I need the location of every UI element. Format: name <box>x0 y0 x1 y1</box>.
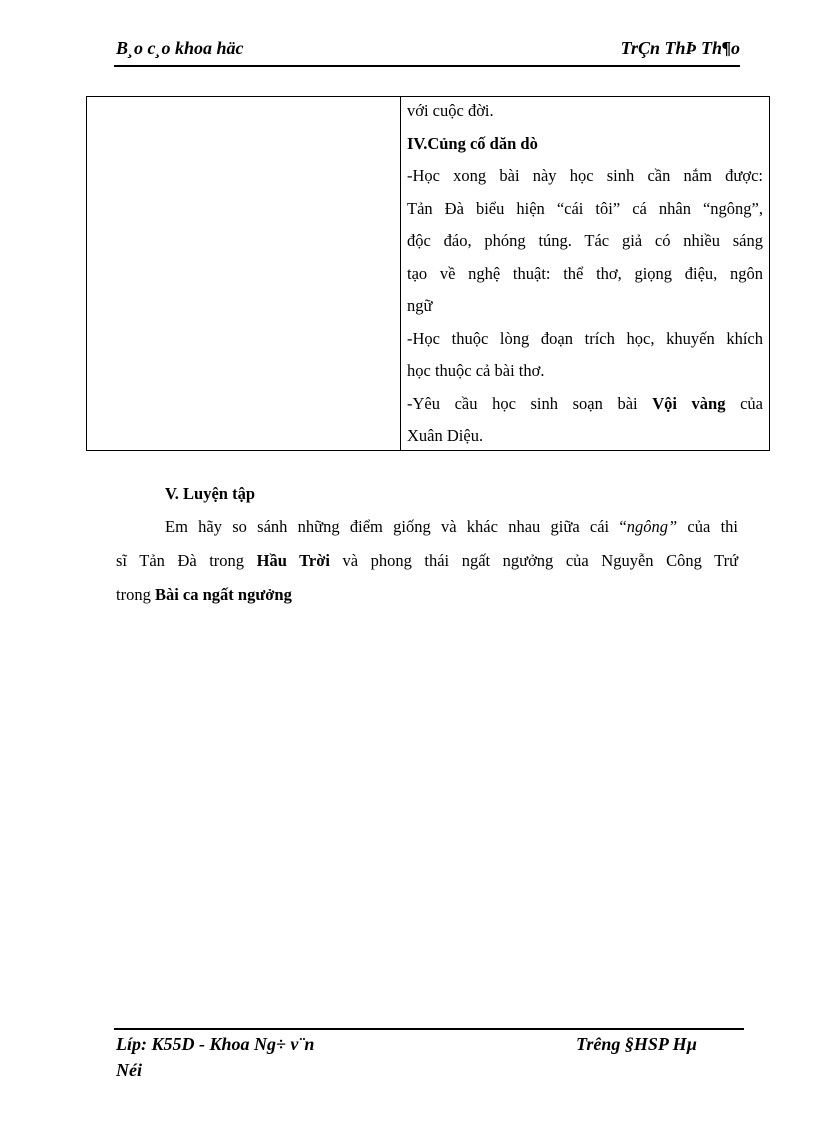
header-report-title: B¸o c¸o khoa häc <box>116 38 244 58</box>
footer-class-label-cont: Néi <box>116 1060 142 1080</box>
header-author-name: TrÇn ThÞ Th¶o <box>620 38 740 58</box>
header-rule <box>114 65 740 67</box>
cell-line: với cuộc đời. <box>407 101 494 120</box>
cell-bold-title: Vội vàng <box>652 393 726 413</box>
paragraph-text: trong <box>116 585 155 604</box>
paragraph-text: Em hãy so sánh những điểm giống và khác nhau giữa cái “ <box>165 517 627 536</box>
cell-section-title: IV.Củng cố dăn dò <box>407 133 538 153</box>
cell-line <box>407 388 763 421</box>
paragraph-bold: Hầu Trời <box>256 551 330 570</box>
paragraph-bold: Bài ca ngất ngưởng <box>154 585 292 604</box>
cell-line: Xuân Diệu. <box>407 426 484 445</box>
paragraph-text: của thi <box>677 517 738 536</box>
cell-line: độc đáo, phóng túng. Tác giả có nhiều sáng <box>407 231 763 250</box>
footer-university-label: Trêng §HSP Hµ <box>576 1034 698 1054</box>
section-v-title: V. Luyện tập <box>165 484 256 503</box>
cell-line: học thuộc cả bài thơ. <box>407 361 545 380</box>
cell-line: -Học thuộc lòng đoạn trích học, khuyến khích <box>407 328 763 348</box>
paragraph-italic: ngông” <box>626 517 678 536</box>
paragraph-text: và phong thái ngất ngưởng của Nguyễn Công Trứ <box>329 551 739 570</box>
cell-line: tạo về nghệ thuật: thể thơ, giọng điệu, ngôn <box>407 263 763 283</box>
cell-text: -Yêu cầu học sinh soạn bài <box>407 393 653 413</box>
cell-line: Tản Đà biểu hiện “cái tôi” cá nhân “ngông”, <box>407 198 763 218</box>
cell-line: -Học xong bài này học sinh cần nắm được: <box>407 166 763 185</box>
footer-rule <box>114 1028 744 1030</box>
paragraph-text: sĩ Tản Đà trong <box>116 551 257 570</box>
paragraph-line <box>116 578 738 612</box>
paragraph-line <box>116 510 738 544</box>
cell-line: ngữ <box>407 296 433 315</box>
paragraph-line <box>116 544 738 578</box>
cell-text: của <box>725 393 763 413</box>
footer-class-label: Líp: K55D - Khoa Ng÷ v¨n <box>116 1034 315 1054</box>
lesson-table <box>86 96 770 451</box>
section-v-paragraph <box>116 510 738 612</box>
table-right-cell <box>407 95 763 453</box>
table-column-divider <box>400 97 401 450</box>
